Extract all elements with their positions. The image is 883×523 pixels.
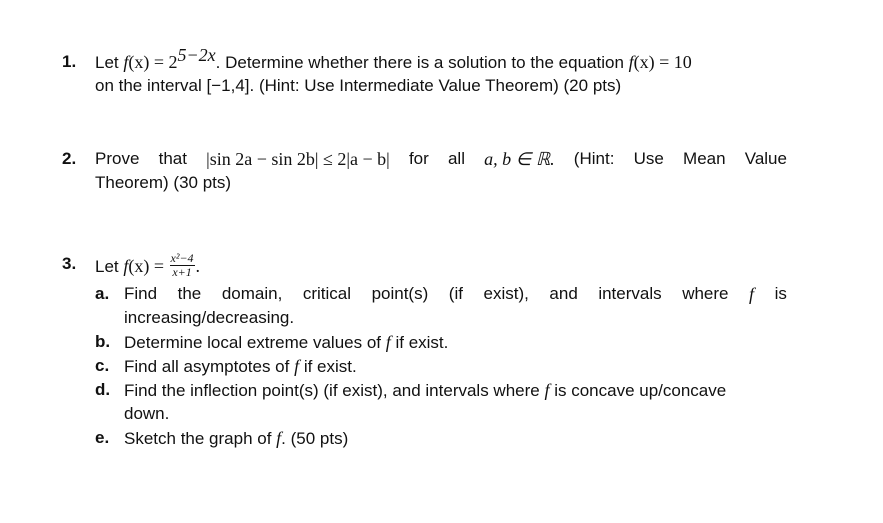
word: Mean: [683, 149, 726, 168]
question-2-line-2: [95, 173, 231, 193]
word: Prove: [95, 149, 140, 168]
text: Find the inflection point(s) (if exist), and intervals where: [124, 381, 545, 400]
word: critical: [302, 284, 352, 303]
text: Let: [95, 256, 124, 276]
word: point(s): [371, 284, 429, 303]
function-symbol: f: [123, 255, 129, 276]
function-symbol: f: [294, 356, 300, 376]
text: is concave up/concave: [549, 381, 727, 400]
exponent: 5−2x: [177, 45, 216, 65]
part-c-line: [124, 356, 357, 377]
fraction: [170, 252, 195, 279]
question-1-line-1: [95, 45, 692, 73]
function-symbol: f: [628, 52, 634, 72]
word: and: [549, 284, 578, 303]
text: Let: [95, 53, 124, 72]
question-2-line-1: [95, 149, 787, 170]
math-expression: (x) = 2: [128, 52, 178, 72]
word: where: [682, 284, 729, 303]
math-expression: (x) =: [128, 255, 169, 276]
part-d-line-1: [124, 380, 726, 401]
question-number: 2.: [62, 149, 77, 168]
fraction-denominator: x+1: [172, 265, 192, 279]
text: Determine local extreme values of: [124, 333, 386, 352]
function-symbol: f: [385, 332, 391, 352]
part-label: e.: [95, 428, 110, 447]
word: that: [158, 149, 187, 168]
text: Theorem) (30 pts): [95, 173, 232, 192]
part-label: a.: [95, 284, 110, 303]
text: if exist.: [390, 333, 449, 352]
part-label: c.: [95, 356, 110, 375]
word: Use: [633, 149, 664, 168]
word: Find: [124, 284, 158, 303]
text: Sketch the graph of: [124, 429, 277, 448]
part-e-line: [124, 428, 348, 449]
text: . Determine whether there is a solution to the equation: [215, 53, 629, 72]
word: (Hint:: [573, 149, 615, 168]
text: .: [195, 255, 201, 276]
function-symbol: f: [276, 428, 282, 448]
word: domain,: [221, 284, 283, 303]
question-number: 3.: [62, 254, 77, 273]
part-a-line-2: [124, 308, 294, 328]
part-label: d.: [95, 380, 111, 399]
word: the: [177, 284, 202, 303]
text: if exist.: [299, 357, 357, 376]
question-number: 1.: [62, 52, 77, 71]
word: is: [774, 284, 787, 303]
part-d-line-2: [124, 404, 169, 424]
word: all: [447, 149, 465, 168]
function-symbol: f: [749, 284, 755, 304]
function-symbol: f: [123, 52, 129, 72]
text: on the interval [−1,4]. (Hint: Use Intermediate Value Theorem) (20 pts): [95, 76, 622, 95]
part-b-line: [124, 332, 448, 353]
math-expression: a, b ∈ ℝ.: [484, 149, 555, 169]
math-expression: |sin 2a − sin 2b| ≤ 2|a − b|: [206, 149, 390, 169]
word: exist),: [483, 284, 529, 303]
question-1-line-2: [95, 76, 621, 96]
fraction-numerator: x²−4: [170, 251, 194, 265]
word: (if: [448, 284, 463, 303]
math-expression: (x) = 10: [633, 52, 692, 72]
word: intervals: [598, 284, 662, 303]
text: increasing/decreasing.: [124, 308, 295, 327]
question-3-intro: [95, 251, 201, 281]
text: down.: [124, 404, 170, 423]
word: for: [408, 149, 429, 168]
part-label: b.: [95, 332, 111, 351]
word: Value: [744, 149, 787, 168]
text: . (50 pts): [281, 429, 349, 448]
part-a-line-1: [124, 284, 787, 305]
function-symbol: f: [544, 380, 550, 400]
text: Find all asymptotes of: [124, 357, 295, 376]
